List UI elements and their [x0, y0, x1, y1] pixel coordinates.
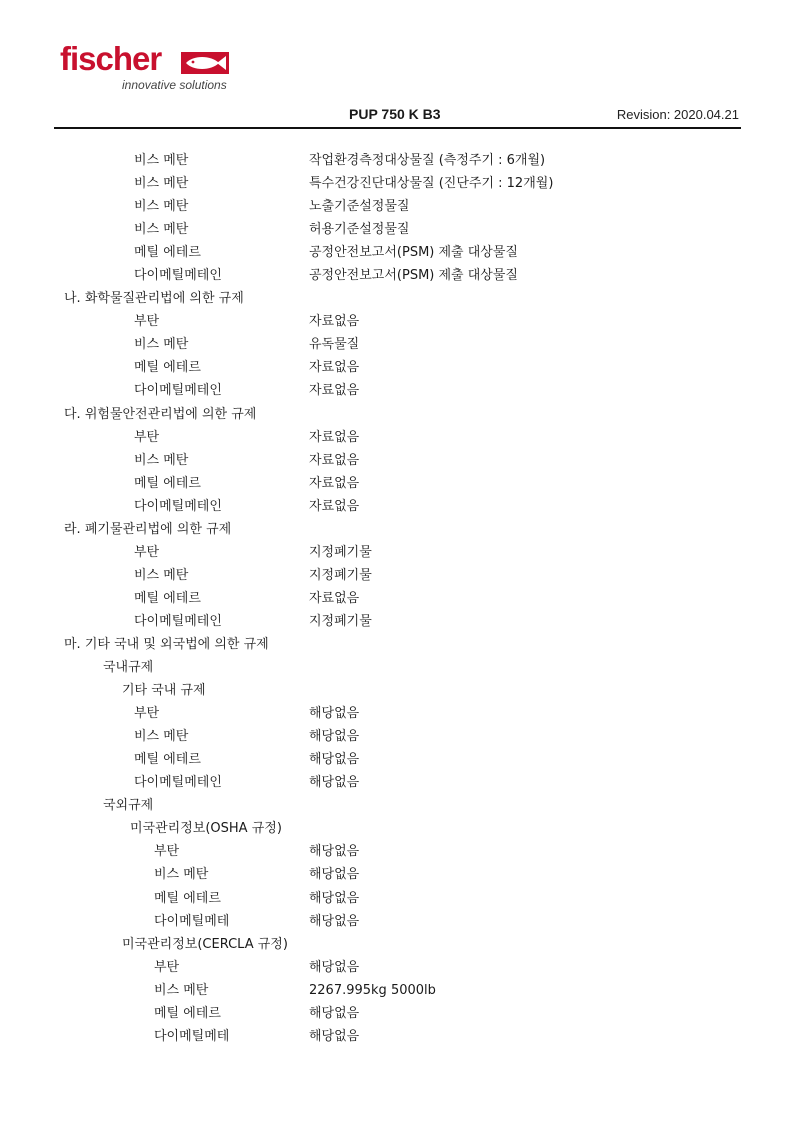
row-label: 메틸 에테르 [134, 475, 201, 491]
row-value: 자료없음 [309, 452, 360, 468]
row-label: 비스 메탄 [134, 222, 189, 238]
row-value: 자료없음 [309, 590, 360, 606]
regulation-row [0, 887, 793, 910]
row-value: 해당없음 [309, 913, 360, 929]
section-heading [0, 518, 793, 541]
row-value: 유독물질 [309, 337, 360, 353]
regulation-row [0, 241, 793, 264]
row-label: 국외규제 [103, 798, 154, 814]
fish-logo-icon [181, 52, 229, 74]
row-label: 마. 기타 국내 및 외국법에 의한 규제 [64, 636, 269, 652]
row-value: 2267.995kg 5000lb [309, 982, 436, 998]
row-label: 다이메틸메테인 [134, 613, 222, 629]
row-label: 부탄 [134, 706, 160, 722]
row-value: 해당없음 [309, 775, 360, 791]
row-label: 부탄 [154, 844, 180, 860]
regulation-row [0, 449, 793, 472]
row-value: 자료없음 [309, 475, 360, 491]
row-label: 메틸 에테르 [134, 360, 201, 376]
regulation-row [0, 979, 793, 1002]
row-value: 자료없음 [309, 498, 360, 514]
row-label: 비스 메탄 [134, 337, 189, 353]
row-value: 자료없음 [309, 314, 360, 330]
row-value: 해당없음 [309, 729, 360, 745]
regulation-row [0, 379, 793, 402]
row-value: 지정폐기물 [309, 613, 372, 629]
row-label: 부탄 [134, 544, 160, 560]
row-label: 비스 메탄 [154, 867, 209, 883]
regulation-row [0, 310, 793, 333]
fischer-logo [60, 40, 260, 94]
regulation-row [0, 564, 793, 587]
row-value: 지정폐기물 [309, 544, 372, 560]
regulation-row [0, 840, 793, 863]
regulation-row [0, 702, 793, 725]
row-label: 다이메틸메테인 [134, 498, 222, 514]
row-label: 비스 메탄 [134, 452, 189, 468]
row-label: 비스 메탄 [134, 567, 189, 583]
regulation-row [0, 264, 793, 287]
section-heading [0, 817, 793, 840]
row-label: 국내규제 [103, 660, 154, 676]
revision-date: Revision: 2020.04.21 [616, 107, 739, 122]
regulation-row [0, 195, 793, 218]
row-label: 비스 메탄 [134, 153, 189, 168]
row-label: 부탄 [134, 429, 160, 445]
row-label: 부탄 [154, 959, 180, 975]
row-label: 다이메틸메테인 [134, 775, 222, 791]
regulation-row [0, 910, 793, 933]
row-value: 공정안전보고서(PSM) 제출 대상물질 [309, 245, 518, 261]
row-label: 메틸 에테르 [154, 890, 221, 906]
row-value: 공정안전보고서(PSM) 제출 대상물질 [309, 268, 518, 284]
regulation-row [0, 172, 793, 195]
row-label: 다이메틸메테인 [134, 383, 222, 399]
section-heading [0, 287, 793, 310]
row-label: 비스 메탄 [134, 729, 189, 745]
row-value: 자료없음 [309, 383, 360, 399]
row-label: 메틸 에테르 [134, 245, 201, 261]
regulation-row [0, 218, 793, 241]
row-label: 다이메틸메테인 [134, 268, 222, 284]
row-label: 다이메틸메테 [154, 913, 230, 929]
regulation-row [0, 333, 793, 356]
section-heading [0, 794, 793, 817]
regulation-row [0, 1002, 793, 1025]
row-label: 다이메틸메테 [154, 1028, 230, 1044]
row-label: 부탄 [134, 314, 160, 330]
row-value: 허용기준설정물질 [309, 222, 410, 238]
row-value: 해당없음 [309, 1028, 360, 1044]
section-heading [0, 633, 793, 656]
row-value: 노출기준설정물질 [309, 199, 410, 215]
row-value: 해당없음 [309, 1005, 360, 1021]
row-value: 자료없음 [309, 360, 360, 376]
section-heading [0, 656, 793, 679]
section-heading [0, 933, 793, 956]
row-label: 비스 메탄 [154, 982, 209, 998]
regulation-row [0, 725, 793, 748]
row-value: 해당없음 [309, 890, 360, 906]
row-value: 작업환경측정대상물질 (측정주기 : 6개월) [309, 153, 546, 168]
regulation-row [0, 587, 793, 610]
regulation-row [0, 1025, 793, 1048]
regulation-row [0, 863, 793, 886]
regulation-row [0, 356, 793, 379]
brand-wordmark: fischer [60, 40, 162, 77]
header-divider [54, 127, 741, 129]
row-label: 메틸 에테르 [134, 590, 201, 606]
regulation-list [0, 149, 793, 1048]
regulation-row [0, 426, 793, 449]
row-value: 지정폐기물 [309, 567, 372, 583]
row-label: 비스 메탄 [134, 176, 189, 192]
row-value: 해당없음 [309, 959, 360, 975]
row-label: 라. 폐기물관리법에 의한 규제 [64, 521, 232, 537]
row-value: 특수건강진단대상물질 (진단주기 : 12개월) [309, 176, 554, 192]
row-label: 기타 국내 규제 [122, 683, 206, 699]
row-label: 비스 메탄 [134, 199, 189, 215]
row-label: 메틸 에테르 [134, 752, 201, 768]
row-value: 해당없음 [309, 844, 360, 860]
regulation-row [0, 149, 793, 172]
row-value: 해당없음 [309, 867, 360, 883]
row-label: 미국관리정보(OSHA 규정) [130, 821, 282, 837]
regulation-row [0, 495, 793, 518]
row-value: 자료없음 [309, 429, 360, 445]
regulation-row [0, 472, 793, 495]
document-title: PUP 750 K B3 [349, 106, 441, 122]
regulation-row [0, 610, 793, 633]
regulation-row [0, 541, 793, 564]
regulation-row [0, 956, 793, 979]
section-heading [0, 403, 793, 426]
row-label: 메틸 에테르 [154, 1005, 221, 1021]
row-label: 나. 화학물질관리법에 의한 규제 [64, 291, 244, 307]
regulation-row [0, 748, 793, 771]
tagline: innovative solutions [122, 78, 227, 92]
row-value: 해당없음 [309, 706, 360, 722]
regulation-row [0, 771, 793, 794]
row-label: 다. 위험물안전관리법에 의한 규제 [64, 406, 257, 422]
section-heading [0, 679, 793, 702]
row-label: 미국관리정보(CERCLA 규정) [122, 936, 288, 952]
row-value: 해당없음 [309, 752, 360, 768]
